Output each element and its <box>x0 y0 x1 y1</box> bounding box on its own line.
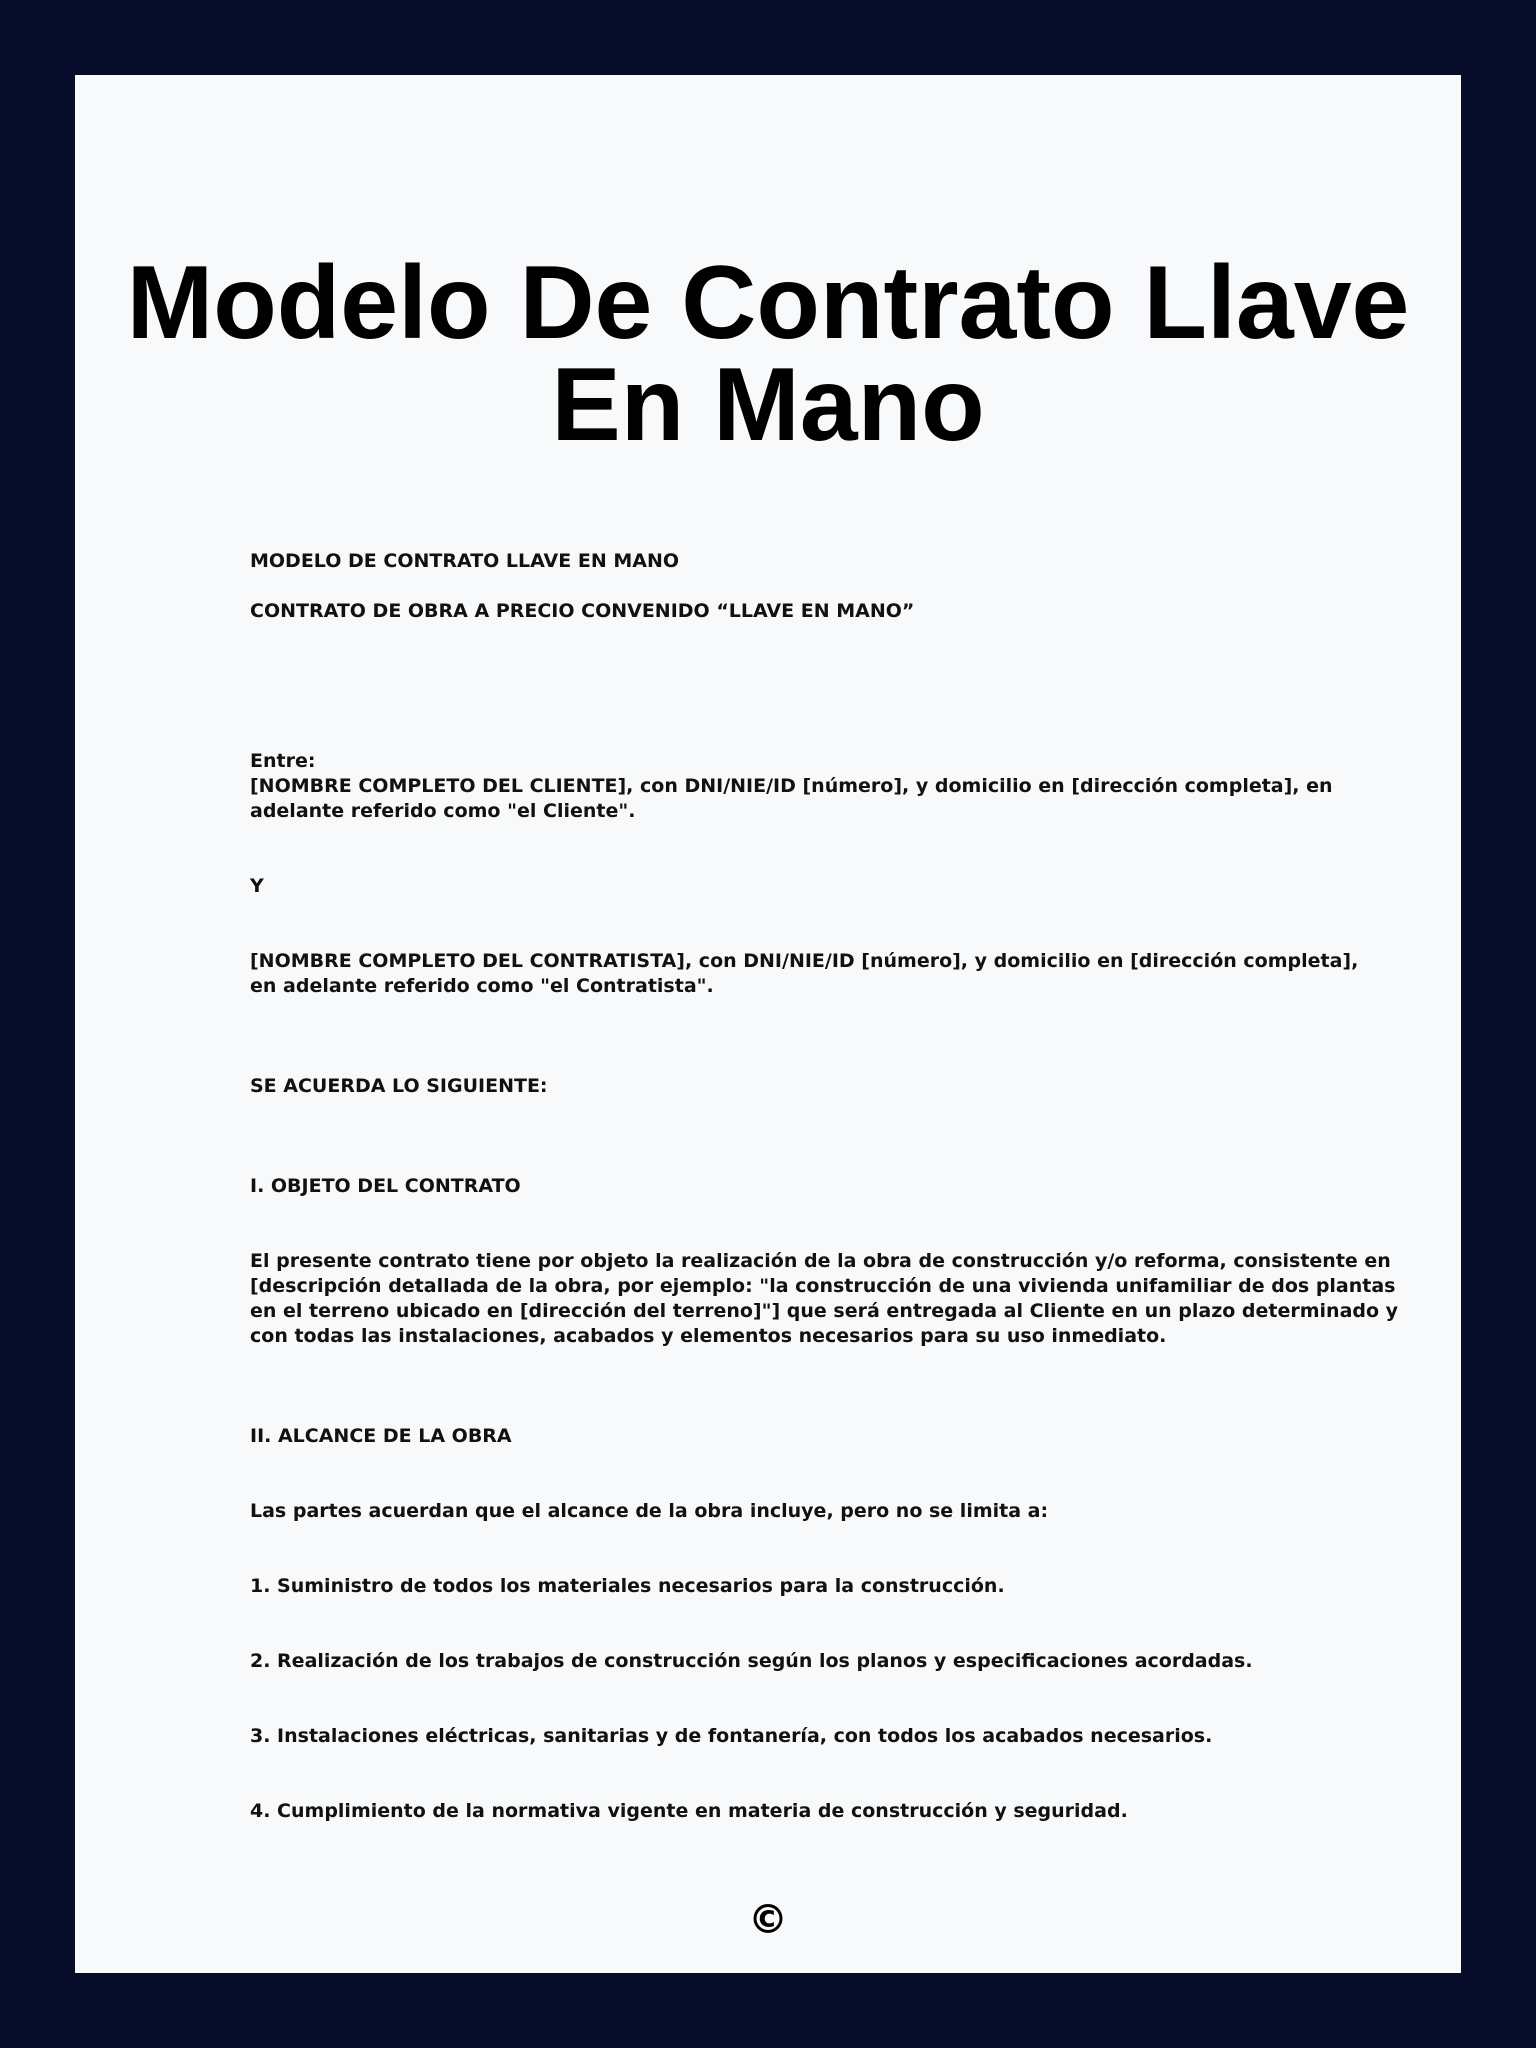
copyright-icon: © <box>748 1897 788 1943</box>
scope-item-1: 1. Suministro de todos los materiales necesarios para la construcción. <box>250 1575 1005 1597</box>
agreement-heading: SE ACUERDA LO SIGUIENTE: <box>250 1075 548 1097</box>
parties-intro: Entre: <box>250 750 316 772</box>
section-2-intro: Las partes acuerdan que el alcance de la obra incluye, pero no se limita a: <box>250 1500 1049 1522</box>
client-line-2: adelante referido como "el Cliente". <box>250 800 636 822</box>
document-title: Modelo De Contrato Llave En Mano <box>126 245 1410 463</box>
section-1-title: I. OBJETO DEL CONTRATO <box>250 1175 521 1197</box>
scope-item-4: 4. Cumplimiento de la normativa vigente en materia de construcción y seguridad. <box>250 1800 1128 1822</box>
heading-contract-model: MODELO DE CONTRATO LLAVE EN MANO <box>250 550 680 572</box>
section-1-line-2: [descripción detallada de la obra, por ejemplo: "la construcción de una vivienda unifamiliar de dos plantas <box>250 1275 1396 1297</box>
document-page <box>75 75 1461 1973</box>
section-2-title: II. ALCANCE DE LA OBRA <box>250 1425 512 1447</box>
scope-item-3: 3. Instalaciones eléctricas, sanitarias y de fontanería, con todos los acabados necesarios. <box>250 1725 1213 1747</box>
contractor-line-1: [NOMBRE COMPLETO DEL CONTRATISTA], con DNI/NIE/ID [número], y domicilio en [dirección completa], <box>250 950 1359 972</box>
section-1-line-1: El presente contrato tiene por objeto la realización de la obra de construcción y/o reforma, consistente en <box>250 1250 1391 1272</box>
conjunction: Y <box>250 875 264 897</box>
heading-contract-type: CONTRATO DE OBRA A PRECIO CONVENIDO “LLAVE EN MANO” <box>250 600 915 622</box>
section-1-line-4: con todas las instalaciones, acabados y elementos necesarios para su uso inmediato. <box>250 1325 1167 1347</box>
scope-item-2: 2. Realización de los trabajos de construcción según los planos y especificaciones acordadas. <box>250 1650 1253 1672</box>
client-line-1: [NOMBRE COMPLETO DEL CLIENTE], con DNI/NIE/ID [número], y domicilio en [dirección completa], en <box>250 775 1333 797</box>
section-1-line-3: en el terreno ubicado en [dirección del terreno]"] que será entregada al Cliente en un plazo determinado y <box>250 1300 1399 1322</box>
contractor-line-2: en adelante referido como "el Contratista". <box>250 975 714 997</box>
